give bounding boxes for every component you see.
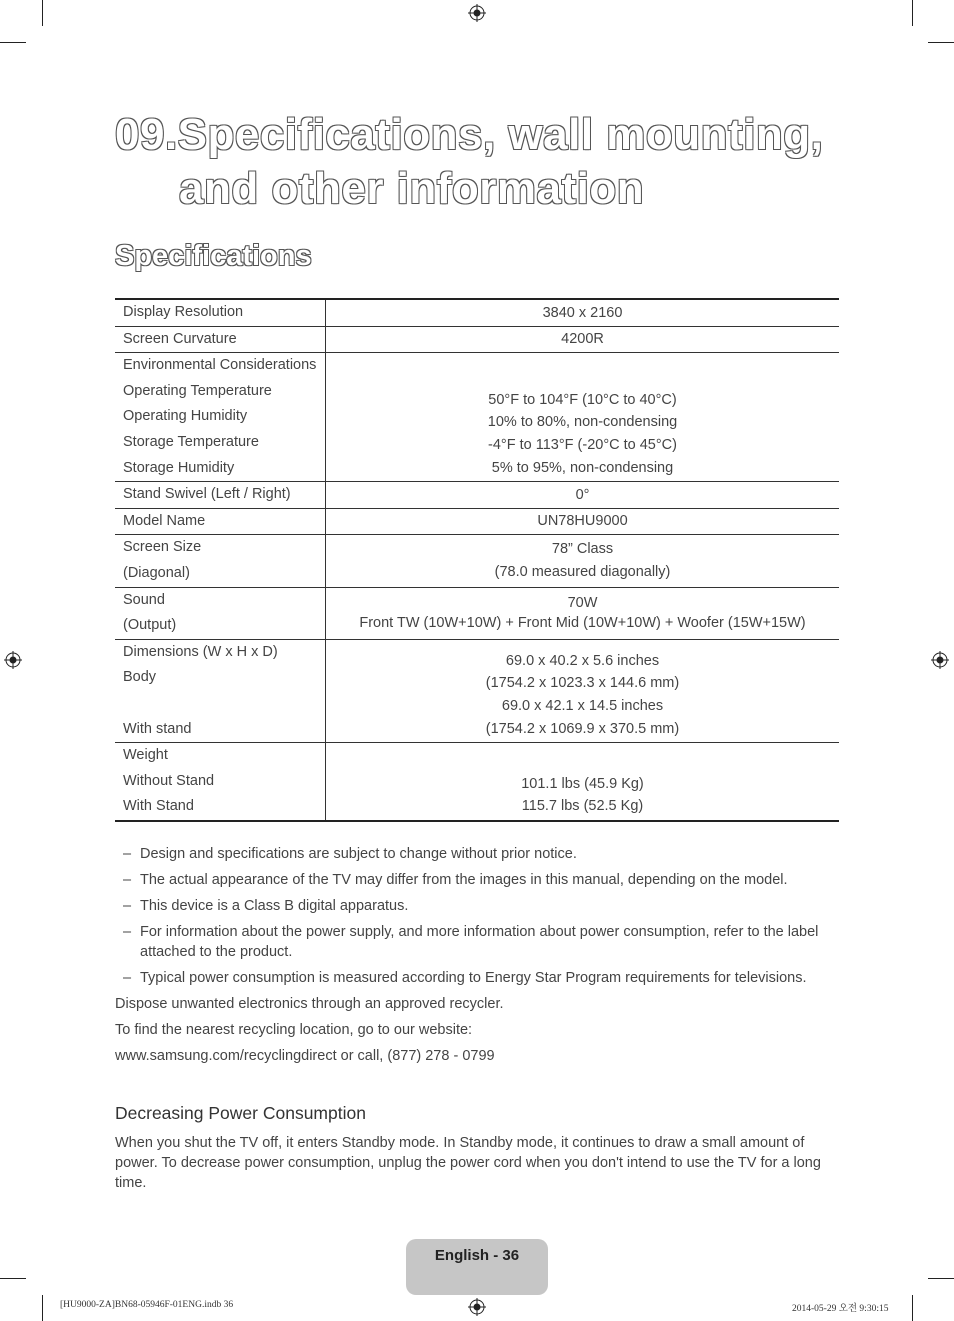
table-row <box>115 353 839 482</box>
spec-label: Stand Swivel (Left / Right) <box>123 486 291 503</box>
table-row <box>115 482 839 509</box>
print-slug-left: [HU9000-ZA]BN68-05946F-01ENG.indb 36 <box>60 1300 234 1310</box>
chapter-title-line2: and other information <box>179 164 645 213</box>
spec-value-cell <box>326 587 840 639</box>
spec-value-cell <box>326 535 840 587</box>
spec-label: (Diagonal) <box>123 564 190 581</box>
spec-label-cell <box>115 743 326 821</box>
crop-mark <box>0 42 26 43</box>
chapter-title <box>115 108 823 216</box>
spec-label: Without Stand <box>123 772 215 789</box>
crop-mark <box>912 0 913 26</box>
spec-value: (1754.2 x 1023.3 x 144.6 mm) <box>485 675 680 692</box>
list-item <box>115 870 835 890</box>
registration-mark-icon <box>468 4 486 22</box>
spec-value: 115.7 lbs (52.5 Kg) <box>521 798 644 815</box>
note-text: This device is a Class B digital apparatus. <box>140 898 409 914</box>
spec-value: UN78HU9000 <box>537 513 628 530</box>
note-text: Design and specifications are subject to change without prior notice. <box>140 846 577 862</box>
spec-value: -4°F to 113°F (-20°C to 45°C) <box>488 436 677 453</box>
spec-label: Storage Temperature <box>123 433 259 450</box>
section-title: Specifications <box>115 240 312 272</box>
table-row <box>115 639 839 742</box>
spec-value: 4200R <box>561 331 604 348</box>
spec-label-cell <box>115 535 326 587</box>
notes-section <box>115 844 835 1072</box>
dash-marker: – <box>123 970 132 986</box>
page-number-label: English - 36 <box>434 1247 520 1264</box>
table-row <box>115 326 839 353</box>
spec-value: 3840 x 2160 <box>542 304 623 321</box>
spec-label: Screen Size <box>123 539 202 556</box>
print-slug-right: 2014-05-29 오전 9:30:15 <box>792 1304 889 1314</box>
crop-mark <box>0 1278 26 1279</box>
spec-value: 50°F to 104°F (10°C to 40°C) <box>488 391 677 408</box>
spec-value-cell <box>326 508 840 535</box>
list-item <box>115 844 835 864</box>
spec-label-cell <box>115 353 326 482</box>
spec-label-cell <box>115 482 326 509</box>
power-section-title: Decreasing Power Consumption <box>115 1103 366 1123</box>
spec-value: 69.0 x 42.1 x 14.5 inches <box>501 697 664 714</box>
spec-label: Body <box>123 669 157 686</box>
table-row <box>115 743 839 821</box>
list-item <box>115 922 835 962</box>
spec-label: Model Name <box>123 512 206 529</box>
spec-value: 10% to 80%, non-condensing <box>487 414 678 431</box>
crop-mark <box>42 0 43 26</box>
spec-value: Front TW (10W+10W) + Front Mid (10W+10W) + Woofer (15W+15W) <box>359 615 806 632</box>
recycling-website-text: www.samsung.com/recyclingdirect or call, (877) 278 - 0799 <box>115 1048 495 1064</box>
crop-mark <box>928 42 954 43</box>
spec-value-cell <box>326 743 840 821</box>
spec-value: (78.0 measured diagonally) <box>494 563 671 580</box>
registration-mark-icon <box>468 1298 486 1316</box>
page-number-tab <box>406 1239 548 1295</box>
table-row <box>115 587 839 639</box>
spec-value: (1754.2 x 1069.9 x 370.5 mm) <box>485 720 680 737</box>
note-text: The actual appearance of the TV may differ from the images in this manual, depending on the model. <box>140 872 788 888</box>
spec-value: 5% to 95%, non-condensing <box>491 459 674 476</box>
table-row <box>115 535 839 587</box>
table-row <box>115 299 839 326</box>
spec-value: 0° <box>575 486 590 503</box>
crop-mark <box>912 1295 913 1321</box>
spec-value: 78” Class <box>551 541 614 558</box>
list-item <box>115 896 835 916</box>
specifications-table <box>115 298 839 822</box>
spec-label: Operating Humidity <box>123 408 248 425</box>
spec-label-cell <box>115 326 326 353</box>
registration-mark-icon <box>4 651 22 669</box>
spec-label: Operating Temperature <box>123 382 272 399</box>
dash-marker: – <box>123 898 132 914</box>
spec-label: Weight <box>123 747 168 764</box>
chapter-title-line1: 09.Specifications, wall mounting, <box>115 110 824 159</box>
spec-label-cell <box>115 299 326 326</box>
spec-value-cell <box>326 639 840 742</box>
list-item <box>115 968 835 988</box>
recycling-text: Dispose unwanted electronics through an approved recycler. <box>115 996 504 1012</box>
spec-value: 69.0 x 40.2 x 5.6 inches <box>505 652 660 669</box>
spec-label: Environmental Considerations <box>123 357 317 374</box>
note-text: For information about the power supply, and more information about power consumption, refer to the label attached to the product. <box>140 924 819 960</box>
spec-label: With stand <box>123 720 192 737</box>
spec-label: Storage Humidity <box>123 459 235 476</box>
power-section-body: When you shut the TV off, it enters Standby mode. In Standby mode, it continues to draw a small amount of power. To decrease power consumption, unplug the power cord when you don't intend to use the TV for a long time. <box>115 1135 821 1191</box>
spec-value: 101.1 lbs (45.9 Kg) <box>521 775 644 792</box>
spec-label: Screen Curvature <box>123 330 237 347</box>
spec-label: Sound <box>123 591 165 608</box>
recycling-text: To find the nearest recycling location, go to our website: <box>115 1022 473 1038</box>
spec-label: With Stand <box>123 798 194 815</box>
crop-mark <box>42 1295 43 1321</box>
spec-value-cell <box>326 299 840 326</box>
spec-label-cell <box>115 639 326 742</box>
spec-label <box>123 691 325 717</box>
dash-marker: – <box>123 846 132 862</box>
spec-value-cell <box>326 326 840 353</box>
table-row <box>115 508 839 535</box>
note-text: Typical power consumption is measured according to Energy Star Program requirements for televisions. <box>140 970 807 986</box>
spec-value-cell <box>326 353 840 482</box>
spec-value-cell <box>326 482 840 509</box>
dash-marker: – <box>123 872 132 888</box>
dash-marker: – <box>123 924 132 940</box>
spec-label: Dimensions (W x H x D) <box>123 643 278 660</box>
crop-mark <box>928 1278 954 1279</box>
spec-label-cell <box>115 587 326 639</box>
spec-label: (Output) <box>123 617 177 634</box>
spec-value: 70W <box>567 595 598 612</box>
registration-mark-icon <box>931 651 949 669</box>
spec-label-cell <box>115 508 326 535</box>
spec-label: Display Resolution <box>123 304 244 320</box>
